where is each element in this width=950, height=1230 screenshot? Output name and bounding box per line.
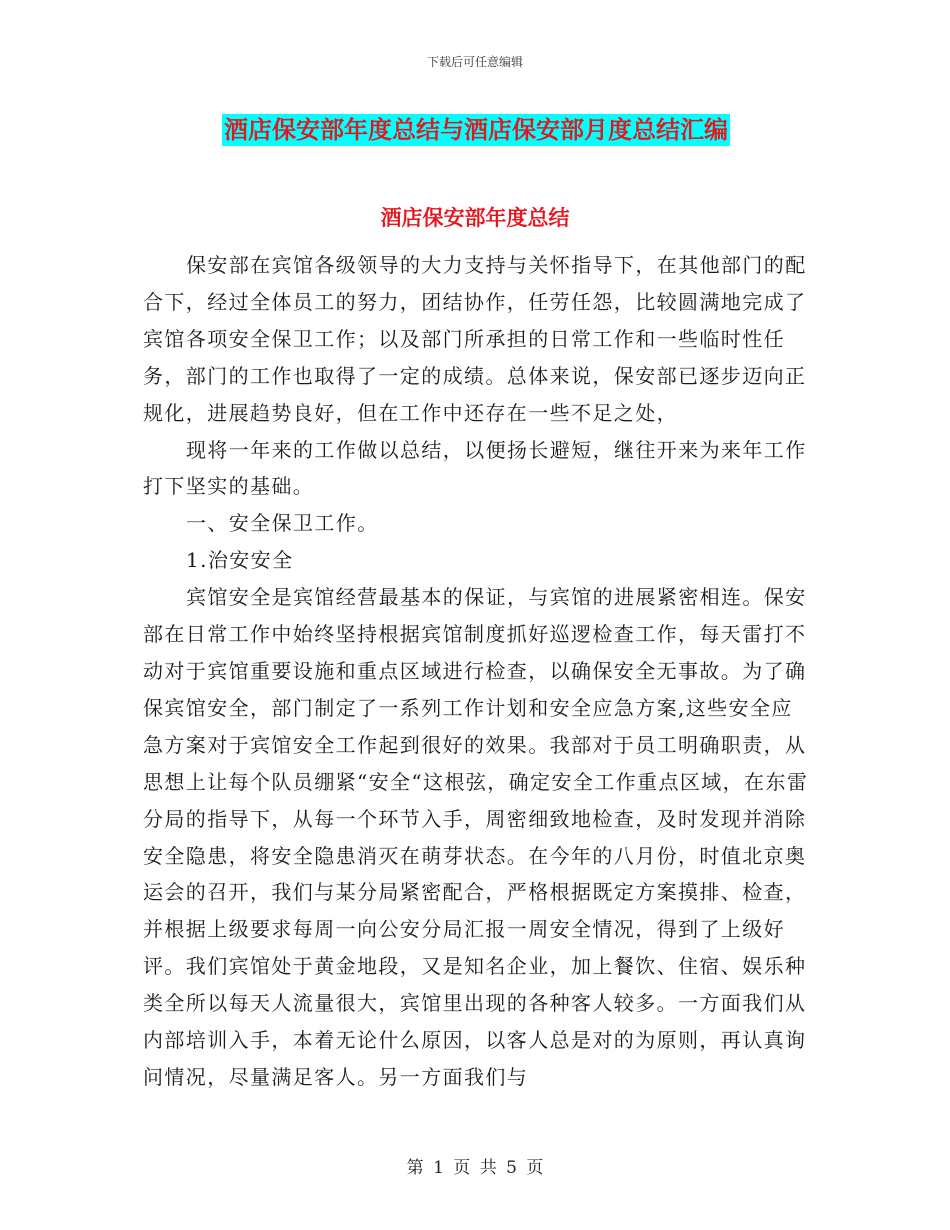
heading-security-work: 一、安全保卫工作。: [186, 511, 379, 536]
section-title: 酒店保安部年度总结: [380, 205, 570, 230]
page-number-footer: 第 1 页 共 5 页: [406, 1158, 544, 1178]
page-header-note: 下载后可任意编辑: [426, 55, 523, 69]
body-paragraph-summary: 现将一年来的工作做以总结，以便扬长避短，继往开来为来年工作打下坚实的基础。: [143, 437, 807, 499]
heading-public-safety: 1.治安安全: [186, 548, 294, 573]
body-paragraph-public-safety: 宾馆安全是宾馆经营最基本的保证，与宾馆的进展紧密相连。保安部在日常工作中始终坚持根据宾馆制度抓好巡逻检查工作，每天雷打不动对于宾馆重要设施和重点区域进行检查，以确保安全无事故。为了确保宾馆安全，部门制定了一系列工作计划和安全应急方案,这些安全应急方案对于宾馆安全工作起到很好的效果。我部对于员工明确职责，从思想上让每个队员绷紧“安全“这根弦，确定安全工作重点区域，在东雷分局的指导下，从每一个环节入手，周密细致地检查，及时发现并消除安全隐患，将安全隐患消灭在萌芽状态。在今年的八月份，时值北京奥运会的召开，我们与某分局紧密配合，严格根据既定方案摸排、检查，并根据上级要求每周一向公安分局汇报一周安全情况，得到了上级好评。我们宾馆处于黄金地段，又是知名企业，加上餐饮、住宿、娱乐种类全所以每天人流量很大，宾馆里出现的各种客人较多。一方面我们从内部培训入手，本着无论什么原因，以客人总是对的为原则，再认真询问情况，尽量满足客人。另一方面我们与: [143, 585, 809, 1089]
document-main-title: 酒店保安部年度总结与酒店保安部月度总结汇编: [224, 115, 728, 144]
body-paragraph-intro: 保安部在宾馆各级领导的大力支持与关怀指导下，在其他部门的配合下，经过全体员工的努力，团结协作，任劳任怨，比较圆满地完成了宾馆各项安全保卫工作；以及部门所承担的日常工作和一些临时性任务，部门的工作也取得了一定的成绩。总体来说，保安部已逐步迈向正规化，进展趋势良好，但在工作中还存在一些不足之处，: [143, 253, 807, 425]
document-body: [143, 247, 813, 1096]
